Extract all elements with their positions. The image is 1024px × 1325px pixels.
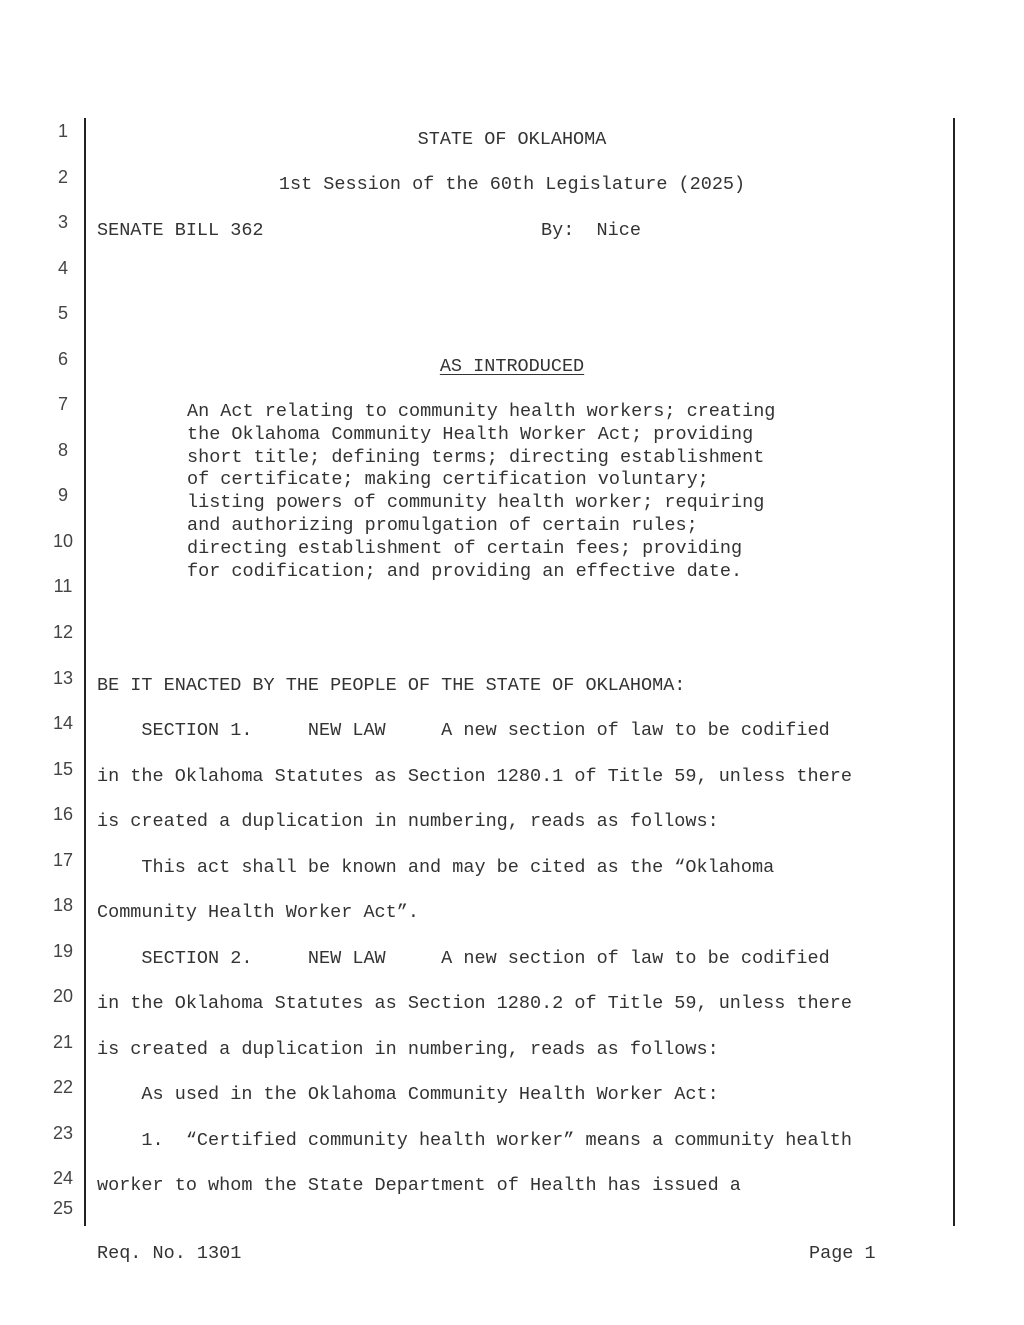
- line-number: 11: [53, 576, 73, 596]
- session-heading: 1st Session of the 60th Legislature (2025): [278, 174, 746, 195]
- bill-status: AS INTRODUCED: [439, 356, 585, 377]
- section-1-line: Community Health Worker Act”.: [97, 902, 419, 923]
- section-2-line: in the Oklahoma Statutes as Section 1280.2 of Title 59, unless there: [97, 993, 852, 1014]
- line-number: 5: [57, 303, 68, 323]
- section-2-line: As used in the Oklahoma Community Health Worker Act:: [97, 1084, 719, 1105]
- line-number: 19: [52, 941, 74, 961]
- line-number: 24: [52, 1168, 74, 1188]
- section-1-line: This act shall be known and may be cited as the “Oklahoma: [97, 857, 775, 878]
- section-2-line: SECTION 2. NEW LAW A new section of law to be codified: [97, 948, 830, 969]
- state-heading: STATE OF OKLAHOMA: [417, 129, 607, 150]
- line-number: 16: [52, 804, 74, 824]
- bill-author: By: Nice: [541, 220, 641, 241]
- line-number: 18: [52, 895, 74, 915]
- line-number: 10: [52, 531, 74, 551]
- summary-line: listing powers of community health worker; requiring: [187, 492, 765, 514]
- line-number: 12: [52, 622, 74, 642]
- section-1-line: in the Oklahoma Statutes as Section 1280.1 of Title 59, unless there: [97, 766, 852, 787]
- section-1-line: SECTION 1. NEW LAW A new section of law to be codified: [97, 720, 830, 741]
- left-margin-rule: [84, 118, 86, 1226]
- line-number: 2: [57, 167, 68, 187]
- line-number: 4: [57, 258, 68, 278]
- page-number: Page 1: [809, 1243, 876, 1264]
- line-number: 22: [52, 1077, 74, 1097]
- line-number: 23: [52, 1123, 74, 1143]
- bill-summary: [187, 401, 847, 583]
- summary-line: the Oklahoma Community Health Worker Act; providing: [187, 423, 754, 445]
- section-2-line: 1. “Certified community health worker” means a community health: [97, 1130, 852, 1151]
- summary-line: short title; defining terms; directing establishment: [187, 446, 765, 468]
- summary-line: for codification; and providing an effective date.: [187, 560, 743, 582]
- summary-line: of certificate; making certification voluntary;: [187, 469, 709, 491]
- request-number: Req. No. 1301: [97, 1243, 242, 1264]
- line-number: 14: [52, 713, 74, 733]
- summary-line: and authorizing promulgation of certain rules;: [187, 514, 698, 536]
- line-number: 9: [57, 485, 68, 505]
- line-number: 15: [52, 759, 74, 779]
- right-margin-rule: [953, 118, 955, 1226]
- line-number: 17: [52, 850, 74, 870]
- line-number: 7: [57, 394, 68, 414]
- enacting-clause: BE IT ENACTED BY THE PEOPLE OF THE STATE OF OKLAHOMA:: [97, 675, 686, 696]
- line-number: 20: [52, 986, 74, 1006]
- line-number: 6: [57, 349, 68, 369]
- section-2-line: is created a duplication in numbering, reads as follows:: [97, 1039, 719, 1060]
- line-number: 3: [57, 212, 68, 232]
- line-number: 21: [52, 1032, 74, 1052]
- line-number: 25: [52, 1198, 74, 1218]
- line-number: 1: [57, 121, 68, 141]
- line-number-partial: [48, 1198, 78, 1218]
- summary-line: directing establishment of certain fees; providing: [187, 537, 743, 559]
- line-number: 13: [52, 668, 74, 688]
- line-number: 8: [57, 440, 68, 460]
- section-2-line: worker to whom the State Department of Health has issued a: [97, 1175, 741, 1196]
- section-1-line: is created a duplication in numbering, reads as follows:: [97, 811, 719, 832]
- summary-line: An Act relating to community health workers; creating: [187, 401, 776, 422]
- bill-number: SENATE BILL 362: [97, 220, 264, 241]
